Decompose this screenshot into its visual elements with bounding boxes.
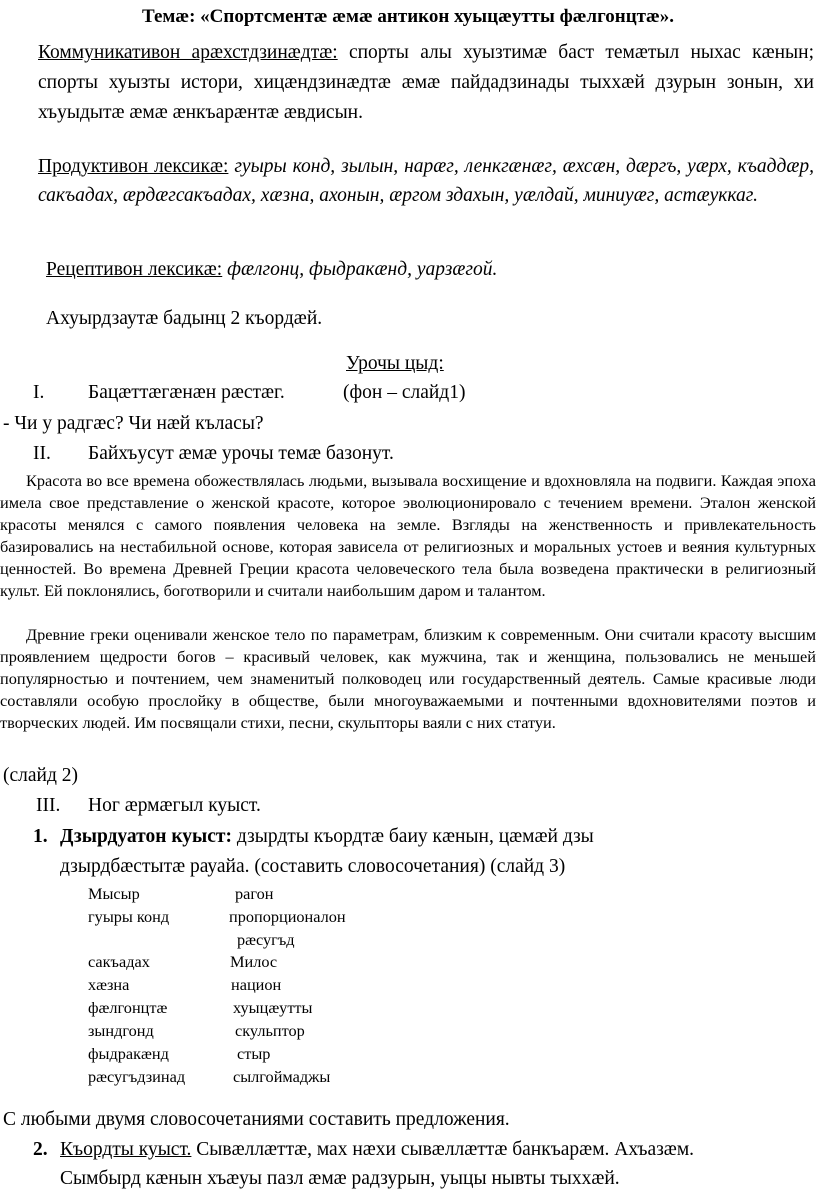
word-left: рæсугъдзинад: [88, 1067, 186, 1086]
question-line: - Чи у радгæс? Чи нæй къласы?: [3, 413, 264, 434]
word-left: Мысыр: [88, 884, 140, 903]
paragraph-beauty-2: Древние греки оценивали женское тело по параметрам, близким к современным. Они считали красоту высшим проявлением щедрости богов – красивый человек, как мужчина, так и женщина, пользовались не меньшей популярностью и почтением, чем знаменитый полководец или государственный деятель. Самые красивые люди составляли особую прослойку в обществе, были многоуважаемыми и почтенными вдохновителями поэтов и творческих людей. Им посвящали стихи, песни, скульпторы ваяли с них статуи.: [0, 625, 816, 732]
task-1-text: дзырдты къордтæ бaиу кæнын, цæмæй дзы: [232, 826, 594, 847]
paragraph-beauty-1: Красота во все времена обожествлялась людьми, вызывала восхищение и вдохновляла на подвиги. Каждая эпоха имела свое представление о женской красоте, которое эволюционировало с течением времени. Эталон женской красоты менялся с самого появления человека на земле. Взгляды на женственность и привлекательность базировались на нестабильной основе, которая зависела от религиозных и моральных устоев и веяния культурных ценностей. Во времена Древней Греции красота человеческого тела была возведена практически в религиозный культ. Ей поклонялись, боготворили и считали наибольшим даром и талантом.: [0, 471, 816, 600]
task-1-label: Дзырдуатон куыст:: [60, 826, 232, 847]
task-2-text: Сывæллæттæ, мах нæхи сывæллæттæ банкъарæм. Ахъазæм.: [191, 1139, 695, 1160]
word-left: сакъадах: [88, 952, 150, 971]
section-1-note: (фон – слайд1): [343, 382, 466, 403]
task-1-line: [60, 825, 594, 849]
section-1-text: Бацæттæгæнæн рæстæг.: [88, 382, 285, 403]
word-left: хæзна: [88, 975, 130, 994]
productive-lexicon-paragraph: [38, 152, 814, 210]
productive-label: Продуктивон лексикæ:: [38, 156, 229, 177]
word-right: Милос: [230, 952, 278, 971]
slide-2-label: (слайд 2): [3, 765, 79, 786]
productive-text: гуыры конд, зылын, нарæг, ленкгæнæг, æхсæн, дæргъ, уæрх, къаддæр, сакъадах, æрдæгсакъадах, хæзна, ахонын, æргом здахын, уæлдай, миниуæг, астæуккаг.: [38, 156, 814, 206]
task-1-text-2: дзырдбæстытæ рауайа. (составить словосочетания) (слайд 3): [60, 856, 566, 877]
task-1-num: 1.: [33, 826, 48, 847]
task-2-text-2: Сымбырд кæнын хъæуы пазл æмæ радзурын, уыцы нывты тыххæй.: [60, 1168, 620, 1189]
word-right: сылгоймаджы: [233, 1067, 331, 1086]
task-2-label: Къордты куыст.: [60, 1139, 192, 1160]
task-2-num: 2.: [33, 1139, 48, 1160]
communicative-skills-paragraph: [38, 38, 814, 128]
section-1-num: I.: [33, 382, 45, 403]
word-left: зындгонд: [88, 1021, 154, 1040]
word-right: рæсугъд: [237, 930, 295, 949]
word-right: стыр: [237, 1044, 271, 1063]
communicative-text: спорты алы хуызтимæ баст темæтыл ныхас кæнын; спорты хуызты истори, хицæндзинæдтæ æмæ пайдадзинады тыххæй дзурын зонын, хи хъуыдытæ æмæ æнкъарæнтæ æвдисын.: [38, 42, 814, 123]
section-3-text: Ног æрмæгыл куыст.: [88, 795, 261, 816]
word-right: рагон: [235, 884, 274, 903]
receptive-text: фæлгонц, фыдракæнд, уарзæгой.: [222, 259, 498, 280]
receptive-lexicon-line: [46, 258, 497, 282]
word-right: пропорционалон: [229, 907, 346, 926]
communicative-label: Коммуникативон арæхстдзинæдтæ:: [38, 42, 338, 63]
lesson-heading: Урочы цыд:: [346, 353, 444, 374]
word-left: гуыры конд: [88, 907, 170, 926]
word-right: хуыцæутты: [233, 998, 313, 1017]
word-right: национ: [231, 975, 282, 994]
word-right: скульптор: [235, 1021, 305, 1040]
instruction-line: С любыми двумя словосочетаниями составить предложения.: [3, 1109, 510, 1130]
word-left: фыдракæнд: [88, 1044, 169, 1063]
section-3-num: III.: [36, 795, 61, 816]
receptive-label: Рецептивон лексикæ:: [46, 259, 223, 280]
section-2-text: Байхъусут æмæ урочы темæ базонут.: [88, 443, 394, 464]
section-2-num: II.: [33, 443, 51, 464]
group-info: Ахуырдзаутæ бадынц 2 къордæй.: [46, 308, 323, 329]
word-left: фæлгонцтæ: [88, 998, 168, 1017]
page-title: Темæ: «Спортсментæ æмæ антикон хуыцæутты фæлгонцтæ».: [142, 6, 674, 27]
task-2-line: [60, 1138, 694, 1162]
